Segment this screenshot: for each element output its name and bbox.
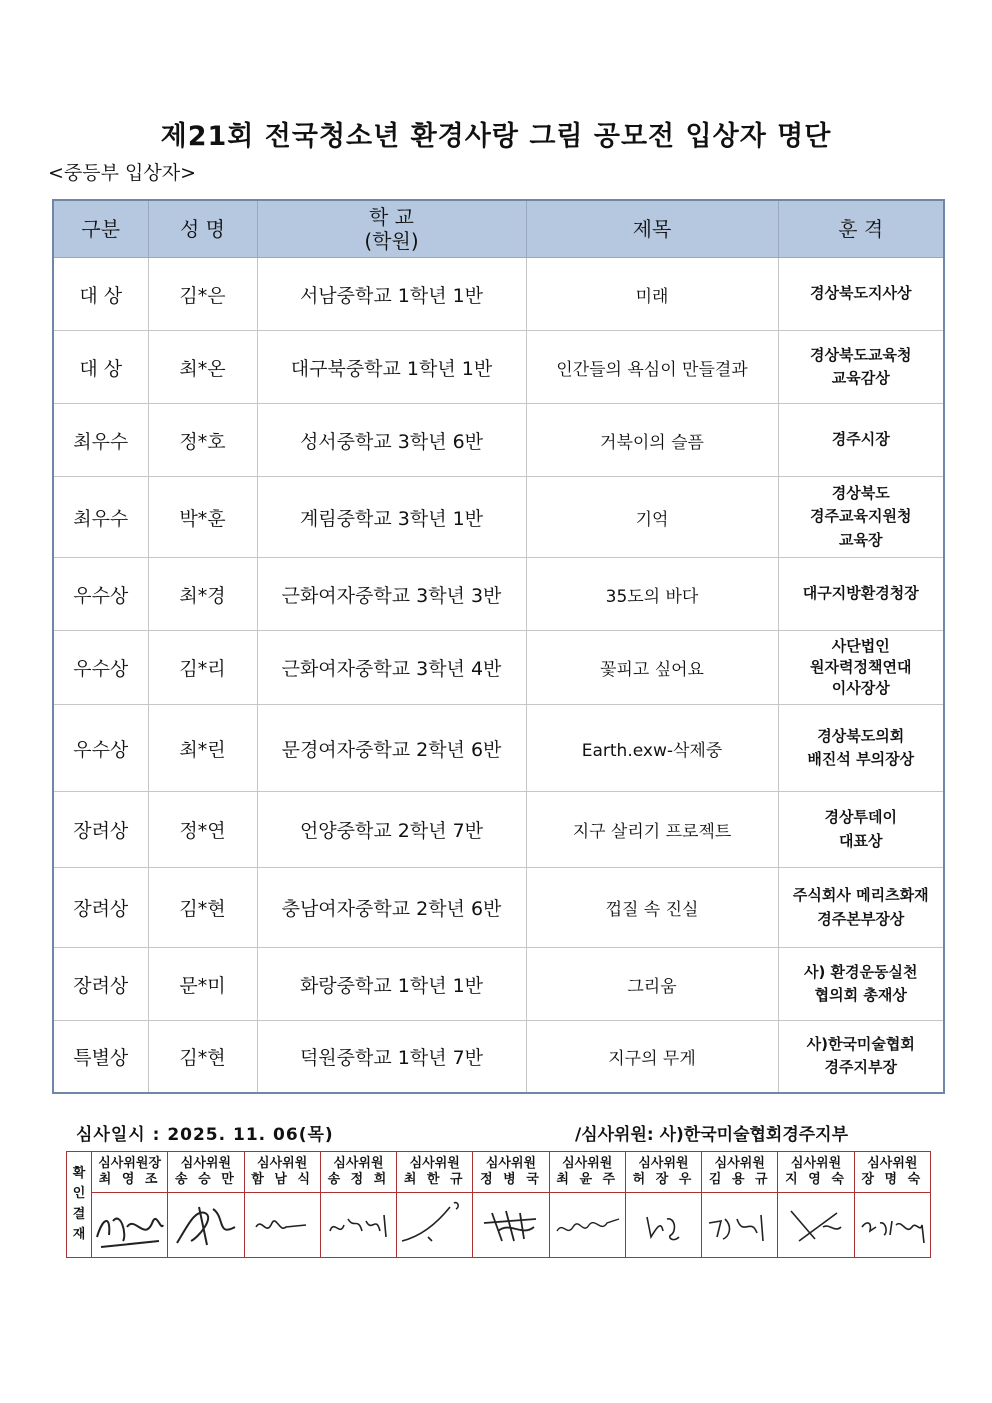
cell-name: 정*호 — [148, 404, 257, 477]
award-line: 경주본부장상 — [817, 909, 905, 928]
signature — [854, 1193, 930, 1258]
signature — [473, 1193, 549, 1258]
cell-work-title: 35도의 바다 — [526, 558, 778, 631]
cell-category: 최우수 — [53, 477, 148, 558]
award-line: 협의회 총재상 — [814, 986, 907, 1004]
winners-table — [52, 199, 945, 1094]
judge-cell — [397, 1152, 473, 1193]
judge-cell — [320, 1152, 396, 1193]
award-line: 교육감상 — [831, 369, 890, 387]
judge-role: 심사위원 — [562, 1155, 613, 1171]
judge-role: 심사위원 — [638, 1155, 689, 1171]
cell-category: 대 상 — [53, 331, 148, 404]
award-line: 경상북도교육청 — [810, 345, 912, 364]
judge-name: 함 남 식 — [251, 1172, 314, 1187]
table-row — [53, 705, 944, 792]
cell-category: 대 상 — [53, 258, 148, 331]
award-line: 경주교육지원청 — [810, 507, 912, 526]
cell-work-title: 껍질 속 진실 — [526, 868, 778, 948]
cell-name: 김*현 — [148, 868, 257, 948]
cell-school: 근화여자중학교 3학년 3반 — [257, 558, 526, 631]
cell-award — [778, 477, 944, 558]
cell-category: 우수상 — [53, 558, 148, 631]
approval-label-char: 결 — [72, 1206, 86, 1222]
page-title: 제21회 전국청소년 환경사랑 그림 공모전 입상자 명단 — [160, 121, 832, 152]
cell-name: 최*온 — [148, 331, 257, 404]
cell-award — [778, 558, 944, 631]
judge-cell — [625, 1152, 701, 1193]
cell-category: 우수상 — [53, 705, 148, 792]
cell-name: 최*경 — [148, 558, 257, 631]
cell-school: 서남중학교 1학년 1반 — [257, 258, 526, 331]
cell-work-title: Earth.exw-삭제중 — [526, 705, 778, 792]
judge-role: 심사위원 — [333, 1155, 384, 1171]
cell-school: 덕원중학교 1학년 7반 — [257, 1021, 526, 1093]
cell-award — [778, 331, 944, 404]
cell-work-title: 지구의 무게 — [526, 1021, 778, 1093]
cell-school: 대구북중학교 1학년 1반 — [257, 331, 526, 404]
cell-work-title: 거북이의 슬픔 — [526, 404, 778, 477]
cell-award — [778, 792, 944, 868]
header-name: 성 명 — [148, 200, 257, 258]
signature — [244, 1193, 320, 1258]
award-line: 경주지부장 — [824, 1058, 897, 1077]
cell-category: 장려상 — [53, 792, 148, 868]
judge-cell — [92, 1152, 168, 1193]
judge-name: 송 정 희 — [327, 1172, 390, 1187]
cell-category: 장려상 — [53, 868, 148, 948]
cell-name: 김*리 — [148, 631, 257, 705]
approval-signature-table — [66, 1151, 931, 1258]
cell-award — [778, 258, 944, 331]
cell-name: 정*연 — [148, 792, 257, 868]
table-row — [53, 792, 944, 868]
award-line: 사)한국미술협회 — [806, 1035, 915, 1053]
award-line: 경상투데이 — [824, 808, 897, 827]
judging-committee: /심사위원: 사)한국미술협회경주지부 — [575, 1125, 849, 1145]
judge-cell — [244, 1152, 320, 1193]
header-school-line1: 학 교 — [369, 205, 414, 229]
table-row — [53, 404, 944, 477]
judge-name: 지 영 숙 — [785, 1172, 847, 1187]
cell-name: 문*미 — [148, 948, 257, 1021]
signature — [320, 1193, 396, 1258]
cell-award — [778, 404, 944, 477]
cell-work-title: 그리움 — [526, 948, 778, 1021]
table-row — [53, 631, 944, 705]
table-header-row — [53, 200, 944, 258]
table-row — [53, 948, 944, 1021]
cell-category: 우수상 — [53, 631, 148, 705]
approval-label-char: 재 — [72, 1226, 86, 1242]
judge-name: 최 영 조 — [98, 1172, 161, 1187]
signature — [625, 1193, 701, 1258]
award-line: 대구지방환경청장 — [802, 584, 919, 603]
table-row — [53, 477, 944, 558]
award-line: 배진석 부의장상 — [807, 750, 915, 768]
cell-work-title: 미래 — [526, 258, 778, 331]
table-row — [53, 331, 944, 404]
cell-award — [778, 705, 944, 792]
award-line: 경상북도지사상 — [810, 284, 912, 303]
judge-name: 최 한 규 — [403, 1172, 466, 1187]
cell-name: 김*은 — [148, 258, 257, 331]
award-line: 교육장 — [839, 530, 883, 549]
judge-name: 최 윤 주 — [556, 1172, 619, 1187]
cell-school: 계림중학교 3학년 1반 — [257, 477, 526, 558]
signature — [92, 1193, 168, 1258]
judge-cell — [778, 1152, 854, 1193]
signature — [168, 1193, 244, 1258]
cell-award — [778, 868, 944, 948]
judge-cell — [549, 1152, 625, 1193]
cell-school: 언양중학교 2학년 7반 — [257, 792, 526, 868]
cell-school: 문경여자중학교 2학년 6반 — [257, 705, 526, 792]
cell-award — [778, 1021, 944, 1093]
cell-name: 최*린 — [148, 705, 257, 792]
table-row — [53, 1021, 944, 1093]
award-line: 경상북도의회 — [817, 726, 905, 745]
table-row — [53, 558, 944, 631]
table-row — [53, 868, 944, 948]
header-award: 훈 격 — [778, 200, 944, 258]
cell-work-title: 인간들의 욕심이 만들결과 — [526, 331, 778, 404]
cell-category: 장려상 — [53, 948, 148, 1021]
cell-category: 특별상 — [53, 1021, 148, 1093]
table-row — [53, 258, 944, 331]
section-label: <중등부 입상자> — [48, 162, 197, 184]
judge-name: 송 승 만 — [175, 1172, 237, 1187]
header-school — [257, 200, 526, 258]
judge-role: 심사위원 — [867, 1155, 918, 1171]
judge-cell — [473, 1152, 549, 1193]
award-line: 원자력정책연대 — [810, 658, 912, 676]
award-line: 경상북도 — [831, 484, 890, 503]
award-line: 대표상 — [839, 831, 883, 850]
award-line: 경주시장 — [831, 430, 890, 449]
cell-award — [778, 631, 944, 705]
cell-school: 충남여자중학교 2학년 6반 — [257, 868, 526, 948]
signature — [549, 1193, 625, 1258]
cell-school: 근화여자중학교 3학년 4반 — [257, 631, 526, 705]
header-work-title: 제목 — [526, 200, 778, 258]
judge-cell — [854, 1152, 930, 1193]
judge-role: 심사위원 — [409, 1155, 460, 1171]
judge-role: 심사위원장 — [98, 1155, 162, 1171]
signature — [702, 1193, 778, 1258]
cell-work-title: 지구 살리기 프로젝트 — [526, 792, 778, 868]
judge-name: 정 병 국 — [480, 1172, 542, 1187]
cell-category: 최우수 — [53, 404, 148, 477]
cell-work-title: 기억 — [526, 477, 778, 558]
approval-label-char: 확 — [72, 1166, 86, 1182]
approval-label — [67, 1152, 92, 1258]
judge-role: 심사위원 — [485, 1155, 537, 1171]
cell-school: 성서중학교 3학년 6반 — [257, 404, 526, 477]
signature — [397, 1193, 473, 1258]
award-line: 주식회사 메리츠화재 — [792, 886, 929, 905]
award-line: 사단법인 — [831, 637, 890, 655]
header-category: 구분 — [53, 200, 148, 258]
cell-work-title: 꽃피고 싶어요 — [526, 631, 778, 705]
header-school-line2: (학원) — [364, 229, 419, 253]
cell-school: 화랑중학교 1학년 1반 — [257, 948, 526, 1021]
sign-signature-row — [67, 1193, 931, 1258]
award-line: 이사장상 — [831, 679, 890, 697]
judge-role: 심사위원 — [257, 1155, 308, 1171]
judge-cell — [702, 1152, 778, 1193]
signature — [778, 1193, 854, 1258]
judge-role: 심사위원 — [714, 1155, 765, 1171]
cell-award — [778, 948, 944, 1021]
judge-name: 허 장 우 — [632, 1172, 695, 1187]
cell-name: 박*훈 — [148, 477, 257, 558]
award-line: 사) 환경운동실천 — [803, 962, 918, 981]
sign-role-row — [67, 1152, 931, 1193]
approval-label-char: 인 — [72, 1186, 86, 1202]
judging-date: 심사일시 : 2025. 11. 06(목) — [76, 1125, 334, 1145]
cell-name: 김*현 — [148, 1021, 257, 1093]
judge-cell — [168, 1152, 244, 1193]
judge-name: 김 용 규 — [708, 1172, 771, 1187]
judge-name: 장 명 숙 — [861, 1172, 924, 1187]
judge-role: 심사위원 — [180, 1155, 232, 1171]
judge-role: 심사위원 — [790, 1155, 842, 1171]
